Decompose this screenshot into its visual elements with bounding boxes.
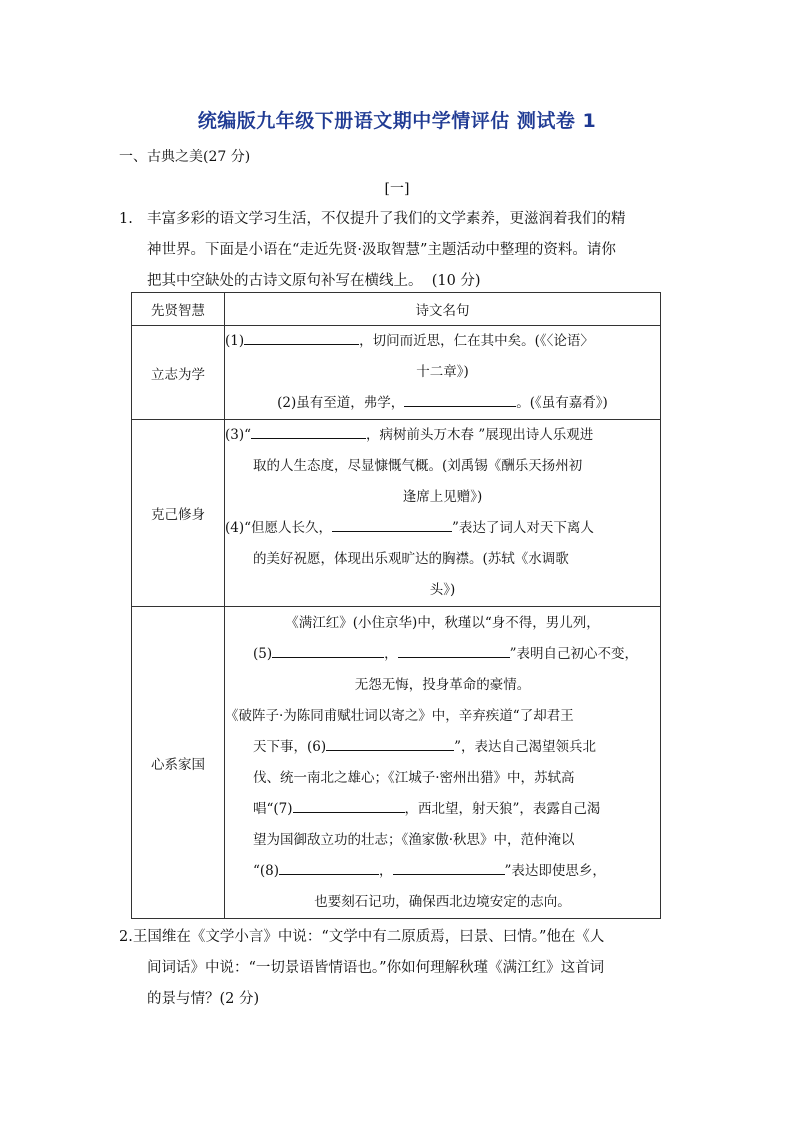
question-2: [119, 922, 679, 1015]
item-text: 唱“(7): [253, 800, 293, 817]
item-text: 逢席上见赠》): [402, 489, 483, 505]
item-text: 十二章》): [416, 364, 469, 380]
item-text: ”，表达自己渴望领兵北: [454, 738, 597, 755]
table-header: 诗文名句: [225, 293, 661, 326]
fill-blank-3[interactable]: [251, 424, 366, 439]
fill-blank-4[interactable]: [332, 517, 452, 532]
question-text-line: 丰富多彩的语文学习生活，不仅提升了我们的文学素养，更滋润着我们的精: [147, 211, 626, 227]
section-label: 一、古典之美: [119, 149, 203, 165]
item-text: 无怨无悔，投身革命的豪情。: [354, 676, 531, 693]
item-text: 。(《虽有嘉肴》): [516, 395, 608, 411]
question-text-line: 把其中空缺处的古诗文原句补写在横线上。: [147, 273, 423, 289]
poem-table: [131, 292, 661, 919]
category-cell: 克己修身: [132, 420, 225, 607]
page-title: 统编版九年级下册语文期中学情评估 测试卷 1: [197, 110, 597, 132]
question-points: (10 分): [431, 273, 481, 289]
item-text: 《满江红》(小住京华)中，秋瑾以“身不得，男儿列，: [285, 614, 600, 631]
item-text: 的美好祝愿，体现出乐观旷达的胸襟。(苏轼《水调歌: [253, 551, 569, 567]
item-text: 天下事，(6): [253, 738, 327, 755]
item-text: ，切问而近思，仁在其中矣。(《〈论语〉: [359, 333, 594, 349]
item-text: “(8): [253, 862, 280, 879]
item-text: ”表明自己初心不变，: [509, 645, 639, 662]
item-text: 头》): [429, 582, 456, 598]
item-text: (4)“但愿人长久，: [225, 520, 333, 536]
section-points: (27 分): [203, 149, 251, 165]
question-text-line: 的景与情？(2 分): [147, 991, 260, 1007]
question-number: 1.: [119, 211, 133, 227]
question-text-line: 2.王国维在《文学小言》中说：“文学中有二原质焉，曰景、曰情。”他在《人: [119, 929, 605, 945]
item-text: ，: [379, 862, 393, 879]
question-1: [119, 204, 667, 297]
category-cell: 心系家国: [132, 607, 225, 919]
category-cell: 立志为学: [132, 326, 225, 420]
fill-blank-6[interactable]: [326, 736, 454, 751]
fill-blank-8a[interactable]: [279, 860, 379, 875]
part-subheading: [一]: [384, 181, 410, 197]
item-text: 伐、统一南北之雄心；《江城子·密州出猎》中，苏轼高: [253, 769, 575, 786]
section-heading: [119, 146, 250, 166]
item-text: ，西北望，射天狼”，表露自己渴: [404, 800, 601, 817]
item-text: 望为国御敌立功的壮志；《渔家傲·秋思》中，范仲淹以: [253, 831, 575, 848]
item-text: ，: [384, 645, 398, 662]
question-text-line: 间词话》中说：“一切景语皆情语也。”你如何理解秋瑾《满江红》这首词: [147, 960, 605, 976]
question-text-line: 神世界。下面是小语在“走近先贤·汲取智慧”主题活动中整理的资料。请你: [147, 242, 616, 258]
fill-blank-1[interactable]: [244, 330, 359, 345]
item-text: 取的人生态度，尽显慷慨气概。(刘禹锡《酬乐天扬州初: [253, 458, 583, 474]
table-header: 先贤智慧: [132, 293, 225, 326]
item-text: ”表达了词人对天下离人: [452, 520, 594, 536]
item-text: ，病树前头万木春 ”展现出诗人乐观进: [366, 427, 594, 443]
item-text: ”表达即使思乡，: [504, 862, 606, 879]
item-text: (2)虽有至道，弗学，: [277, 395, 405, 411]
item-text: 也要刻石记功，确保西北边境安定的志向。: [314, 893, 571, 910]
fill-blank-5a[interactable]: [272, 643, 384, 658]
fill-blank-8b[interactable]: [393, 860, 505, 875]
fill-blank-5b[interactable]: [398, 643, 510, 658]
fill-blank-7[interactable]: [293, 798, 405, 813]
fill-blank-2[interactable]: [404, 392, 516, 407]
item-label: (1): [225, 333, 245, 349]
table-row: [132, 607, 661, 919]
item-text: (5): [253, 645, 273, 662]
table-row: [132, 326, 661, 420]
table-header-row: [132, 293, 661, 326]
item-text: (3)“: [225, 427, 252, 443]
table-row: [132, 420, 661, 607]
item-text: 《破阵子·为陈同甫赋壮词以寄之》中，辛弃疾道“了却君王: [225, 707, 574, 724]
